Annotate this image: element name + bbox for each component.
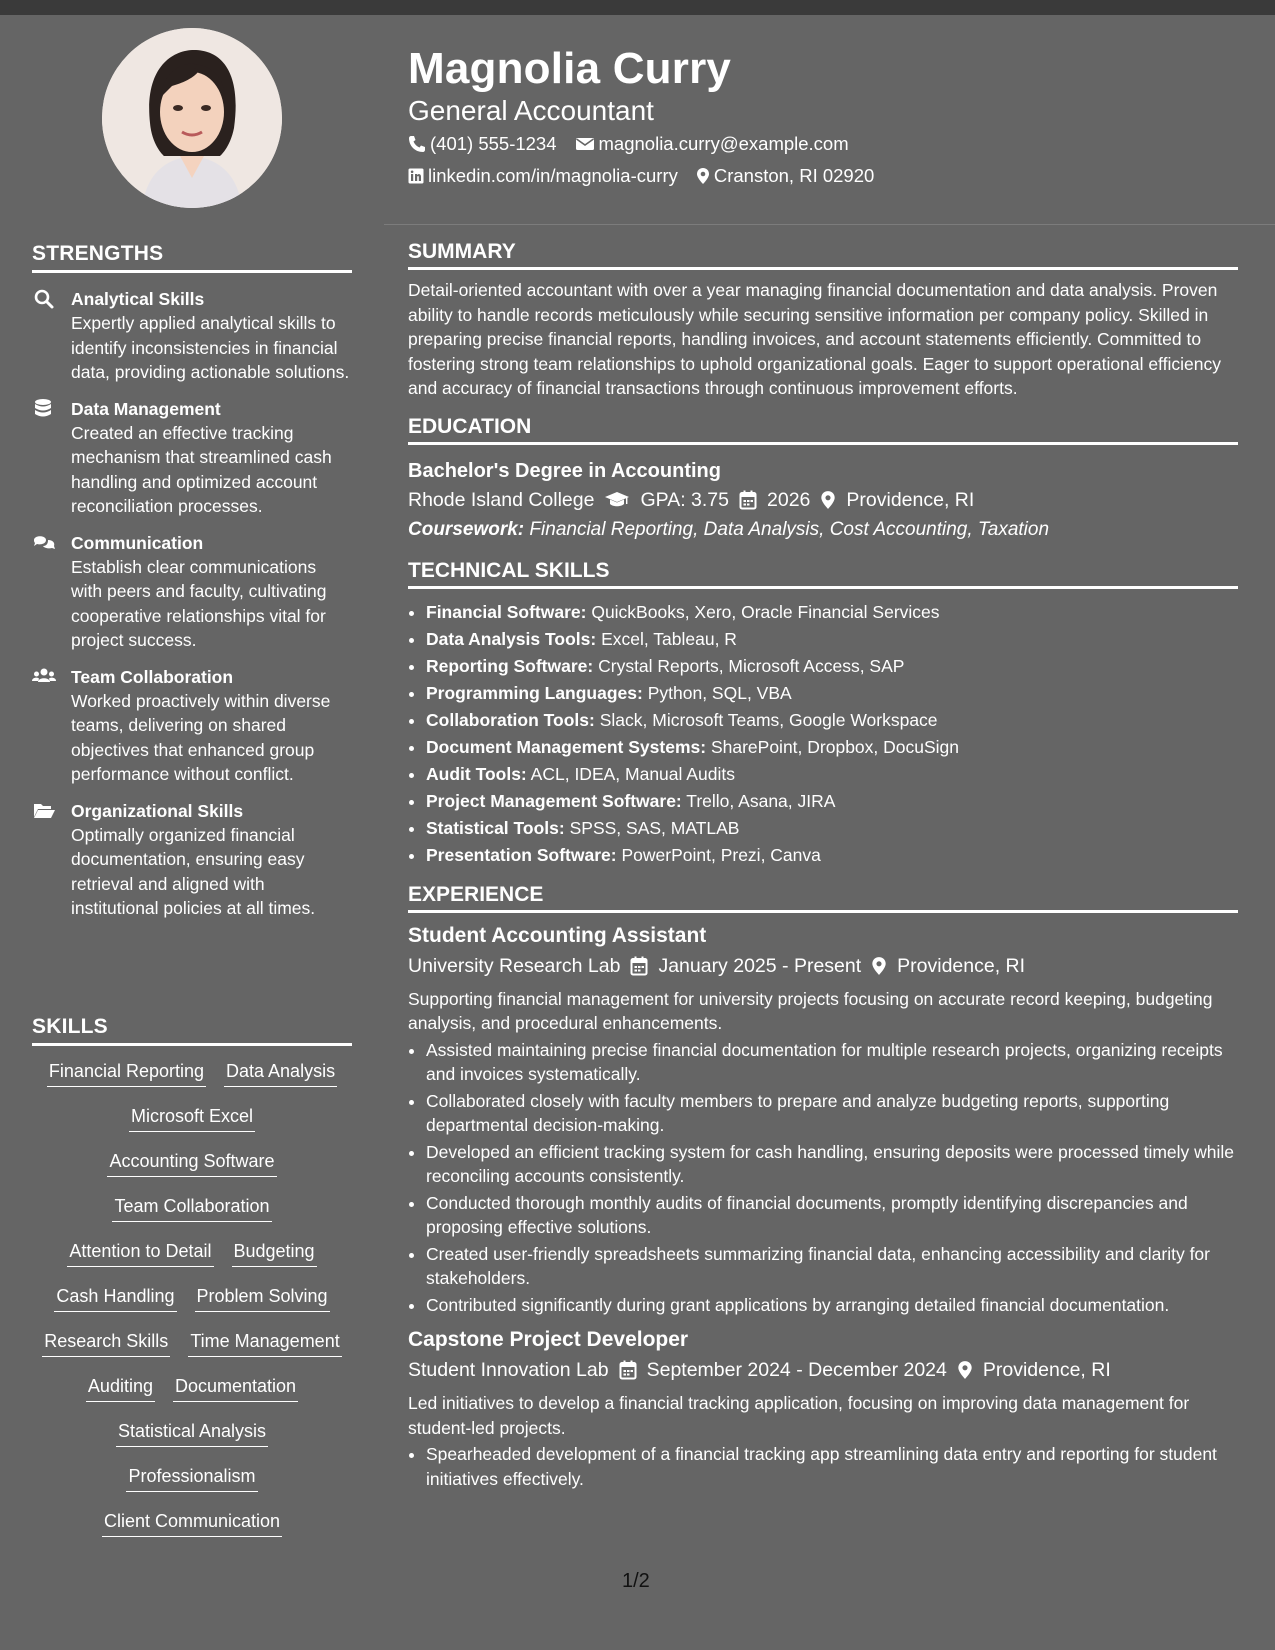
skill-chip: Budgeting xyxy=(232,1238,317,1267)
location-text: Cranston, RI 02920 xyxy=(713,165,875,186)
right-column xyxy=(408,240,1238,1493)
skills-heading: SKILLS xyxy=(32,1015,352,1046)
job-meta xyxy=(408,951,1238,981)
list-item: • Conducted thorough monthly audits of financial documents, promptly identifying discrepancies and proposing effective solutions. xyxy=(426,1191,1238,1240)
tech-skill-label: Audit Tools: xyxy=(426,763,527,784)
list-item xyxy=(426,842,1238,869)
strength-text: Created an effective tracking mechanism that streamlined cash handling and optimized account reconciliation processes. xyxy=(71,422,332,516)
tech-skill-value: SPSS, SAS, MATLAB xyxy=(569,817,740,838)
phone-text: (401) 555-1234 xyxy=(430,133,557,154)
technical-skills-heading: TECHNICAL SKILLS xyxy=(408,559,1238,589)
skill-chip: Statistical Analysis xyxy=(116,1418,268,1447)
tech-skill-label: Collaboration Tools: xyxy=(426,709,595,730)
phone-contact[interactable] xyxy=(408,128,557,160)
email-contact[interactable] xyxy=(575,128,849,160)
tech-skill-value: QuickBooks, Xero, Oracle Financial Services xyxy=(591,601,940,622)
contact-row-2 xyxy=(408,160,1238,192)
tech-skill-label: Data Analysis Tools: xyxy=(426,628,597,649)
skill-chip: Auditing xyxy=(86,1373,155,1402)
summary-text: Detail-oriented accountant with over a year managing financial documentation and data analysis. Proven ability to handle records meticulously while securing sensitive information per company policy. Skilled in preparing precise financial reports, handling invoices, and account statements efficiently. Committed to fostering strong team relationships to uphold organizational goals. Eager to support operational efficiency and accuracy of financial transactions through continuous improvement efforts. xyxy=(408,280,1221,398)
envelope-icon xyxy=(575,136,595,152)
strength-item xyxy=(32,287,352,385)
job-description: Supporting financial management for university projects focusing on accurate record keeping, budgeting analysis, and procedural enhancements. xyxy=(408,988,1213,1033)
technical-skills-list xyxy=(408,599,1238,869)
tech-skill-label: Project Management Software: xyxy=(426,790,682,811)
folder-open-icon xyxy=(32,800,56,822)
summary-section xyxy=(408,240,1238,401)
skill-chip: Client Communication xyxy=(102,1508,282,1537)
calendar-icon xyxy=(739,490,757,510)
strength-title: Data Management xyxy=(71,398,221,419)
strength-title: Organizational Skills xyxy=(71,800,244,821)
strengths-heading: STRENGTHS xyxy=(32,242,352,273)
gpa-text: GPA: 3.75 xyxy=(640,488,729,511)
header-divider xyxy=(384,224,1275,225)
education-section xyxy=(408,415,1238,545)
tech-skill-value: Trello, Asana, JIRA xyxy=(686,790,836,811)
job-org: Student Innovation Lab xyxy=(408,1359,609,1381)
skill-chip: Financial Reporting xyxy=(47,1058,206,1087)
skill-chip: Data Analysis xyxy=(224,1058,337,1087)
tech-skill-value: SharePoint, Dropbox, DocuSign xyxy=(710,736,960,757)
job-entry xyxy=(408,1325,1238,1491)
skill-chip: Research Skills xyxy=(42,1328,170,1357)
list-item xyxy=(426,761,1238,788)
degree-title: Bachelor's Degree in Accounting xyxy=(408,459,721,482)
list-item xyxy=(426,707,1238,734)
map-marker-icon xyxy=(957,1360,973,1380)
comments-icon xyxy=(32,532,56,554)
education-heading: EDUCATION xyxy=(408,415,1238,445)
strength-item xyxy=(32,397,352,519)
tech-skill-label: Statistical Tools: xyxy=(426,817,565,838)
linkedin-text: linkedin.com/in/magnolia-curry xyxy=(428,165,678,186)
education-meta xyxy=(408,485,1238,515)
phone-icon xyxy=(408,135,426,153)
job-dates: January 2025 - Present xyxy=(658,954,862,977)
job-description: Led initiatives to develop a financial tracking application, focusing on improving data management for student-led projects. xyxy=(408,1393,1190,1438)
skill-chip: Documentation xyxy=(173,1373,298,1402)
graduation-cap-icon xyxy=(604,491,630,509)
skill-chip: Problem Solving xyxy=(195,1283,330,1312)
map-marker-icon xyxy=(820,490,836,510)
job-entry xyxy=(408,921,1238,1318)
list-item: • Spearheaded development of a financial tracking app streamlining data entry and reporting for student initiatives effectively. xyxy=(426,1442,1238,1491)
job-bullets xyxy=(408,1442,1238,1491)
candidate-name: Magnolia Curry xyxy=(408,44,732,93)
contact-row-1 xyxy=(408,128,1238,160)
tech-skill-value: Slack, Microsoft Teams, Google Workspace xyxy=(599,709,938,730)
list-item xyxy=(426,680,1238,707)
job-org: University Research Lab xyxy=(408,954,621,977)
summary-heading: SUMMARY xyxy=(408,240,1238,270)
linkedin-contact[interactable] xyxy=(408,160,678,192)
tech-skill-value: Python, SQL, VBA xyxy=(647,682,792,703)
job-meta xyxy=(408,1355,1238,1385)
tech-skill-label: Reporting Software: xyxy=(426,655,594,676)
list-item: • Collaborated closely with faculty members to prepare and analyze budgeting reports, supporting departmental decision-making. xyxy=(426,1089,1238,1138)
calendar-icon xyxy=(619,1360,637,1380)
map-marker-icon xyxy=(871,956,887,976)
skill-chip: Professionalism xyxy=(126,1463,257,1492)
tech-skill-value: Excel, Tableau, R xyxy=(601,628,737,649)
list-item xyxy=(426,788,1238,815)
linkedin-icon xyxy=(408,168,424,184)
job-location: Providence, RI xyxy=(982,1359,1111,1381)
tech-skill-label: Presentation Software: xyxy=(426,844,617,865)
skill-chip: Time Management xyxy=(188,1328,341,1357)
skills-section xyxy=(32,1015,352,1553)
skill-chips xyxy=(32,1058,352,1553)
calendar-icon xyxy=(630,956,648,976)
search-icon xyxy=(32,288,56,310)
candidate-title: General Accountant xyxy=(408,95,654,126)
list-item xyxy=(426,599,1238,626)
coursework xyxy=(408,515,1238,545)
job-bullets xyxy=(408,1038,1238,1318)
top-bar xyxy=(0,0,1275,15)
page-number: 1/2 xyxy=(622,1570,650,1592)
education-location: Providence, RI xyxy=(846,488,975,511)
list-item xyxy=(426,626,1238,653)
list-item: • Created user-friendly spreadsheets summarizing financial data, enhancing accessibility and clarity for stakeholders. xyxy=(426,1242,1238,1291)
strength-text: Optimally organized financial documentation, ensuring easy retrieval and aligned with institutional policies at all times. xyxy=(71,824,316,918)
skill-chip: Team Collaboration xyxy=(112,1193,271,1222)
strength-text: Worked proactively within diverse teams, delivering on shared objectives that enhanced group performance without conflict. xyxy=(71,690,331,784)
job-title: Student Accounting Assistant xyxy=(408,923,707,947)
skill-chip: Cash Handling xyxy=(54,1283,176,1312)
experience-section xyxy=(408,883,1238,1492)
list-item: • Contributed significantly during grant applications by arranging detailed financial documentation. xyxy=(426,1293,1238,1318)
strength-item xyxy=(32,665,352,787)
graduation-year: 2026 xyxy=(767,488,811,511)
strength-title: Team Collaboration xyxy=(71,666,234,687)
tech-skill-value: ACL, IDEA, Manual Audits xyxy=(530,763,735,784)
skill-chip: Microsoft Excel xyxy=(129,1103,255,1132)
tech-skill-value: PowerPoint, Prezi, Canva xyxy=(621,844,821,865)
experience-heading: EXPERIENCE xyxy=(408,883,1238,913)
strength-text: Establish clear communications with peers and faculty, cultivating cooperative relationships vital for project success. xyxy=(71,556,327,650)
list-item xyxy=(426,653,1238,680)
list-item: • Developed an efficient tracking system for cash handling, ensuring deposits were processed timely while reconciling accounts consistently. xyxy=(426,1140,1238,1189)
school-name: Rhode Island College xyxy=(408,488,595,511)
tech-skill-label: Document Management Systems: xyxy=(426,736,707,757)
list-item xyxy=(426,734,1238,761)
job-title: Capstone Project Developer xyxy=(408,1328,689,1351)
skill-chip: Accounting Software xyxy=(107,1148,276,1177)
tech-skill-label: Financial Software: xyxy=(426,601,587,622)
strength-title: Analytical Skills xyxy=(71,289,205,309)
resume-header xyxy=(408,15,1238,192)
skill-chip: Attention to Detail xyxy=(67,1238,213,1267)
coursework-label: Coursework: xyxy=(408,518,525,540)
tech-skill-label: Programming Languages: xyxy=(426,682,643,703)
strength-item xyxy=(32,799,352,921)
strengths-section xyxy=(32,242,352,921)
strength-text: Expertly applied analytical skills to identify inconsistencies in financial data, providing actionable solutions. xyxy=(71,313,350,382)
coursework-list: Financial Reporting, Data Analysis, Cost Accounting, Taxation xyxy=(529,518,1050,540)
users-icon xyxy=(32,666,56,688)
map-marker-icon xyxy=(696,167,710,185)
database-icon xyxy=(32,398,56,420)
job-dates: September 2024 - December 2024 xyxy=(646,1359,947,1381)
email-text: magnolia.curry@example.com xyxy=(598,133,849,154)
strength-item xyxy=(32,531,352,653)
technical-skills-section xyxy=(408,559,1238,869)
tech-skill-value: Crystal Reports, Microsoft Access, SAP xyxy=(598,655,905,676)
job-location: Providence, RI xyxy=(897,954,1026,977)
location-contact xyxy=(696,160,874,192)
list-item xyxy=(426,815,1238,842)
list-item: • Assisted maintaining precise financial documentation for multiple research projects, organizing receipts and invoices systematically. xyxy=(426,1038,1238,1087)
strength-title: Communication xyxy=(71,532,204,553)
profile-photo xyxy=(102,28,282,208)
